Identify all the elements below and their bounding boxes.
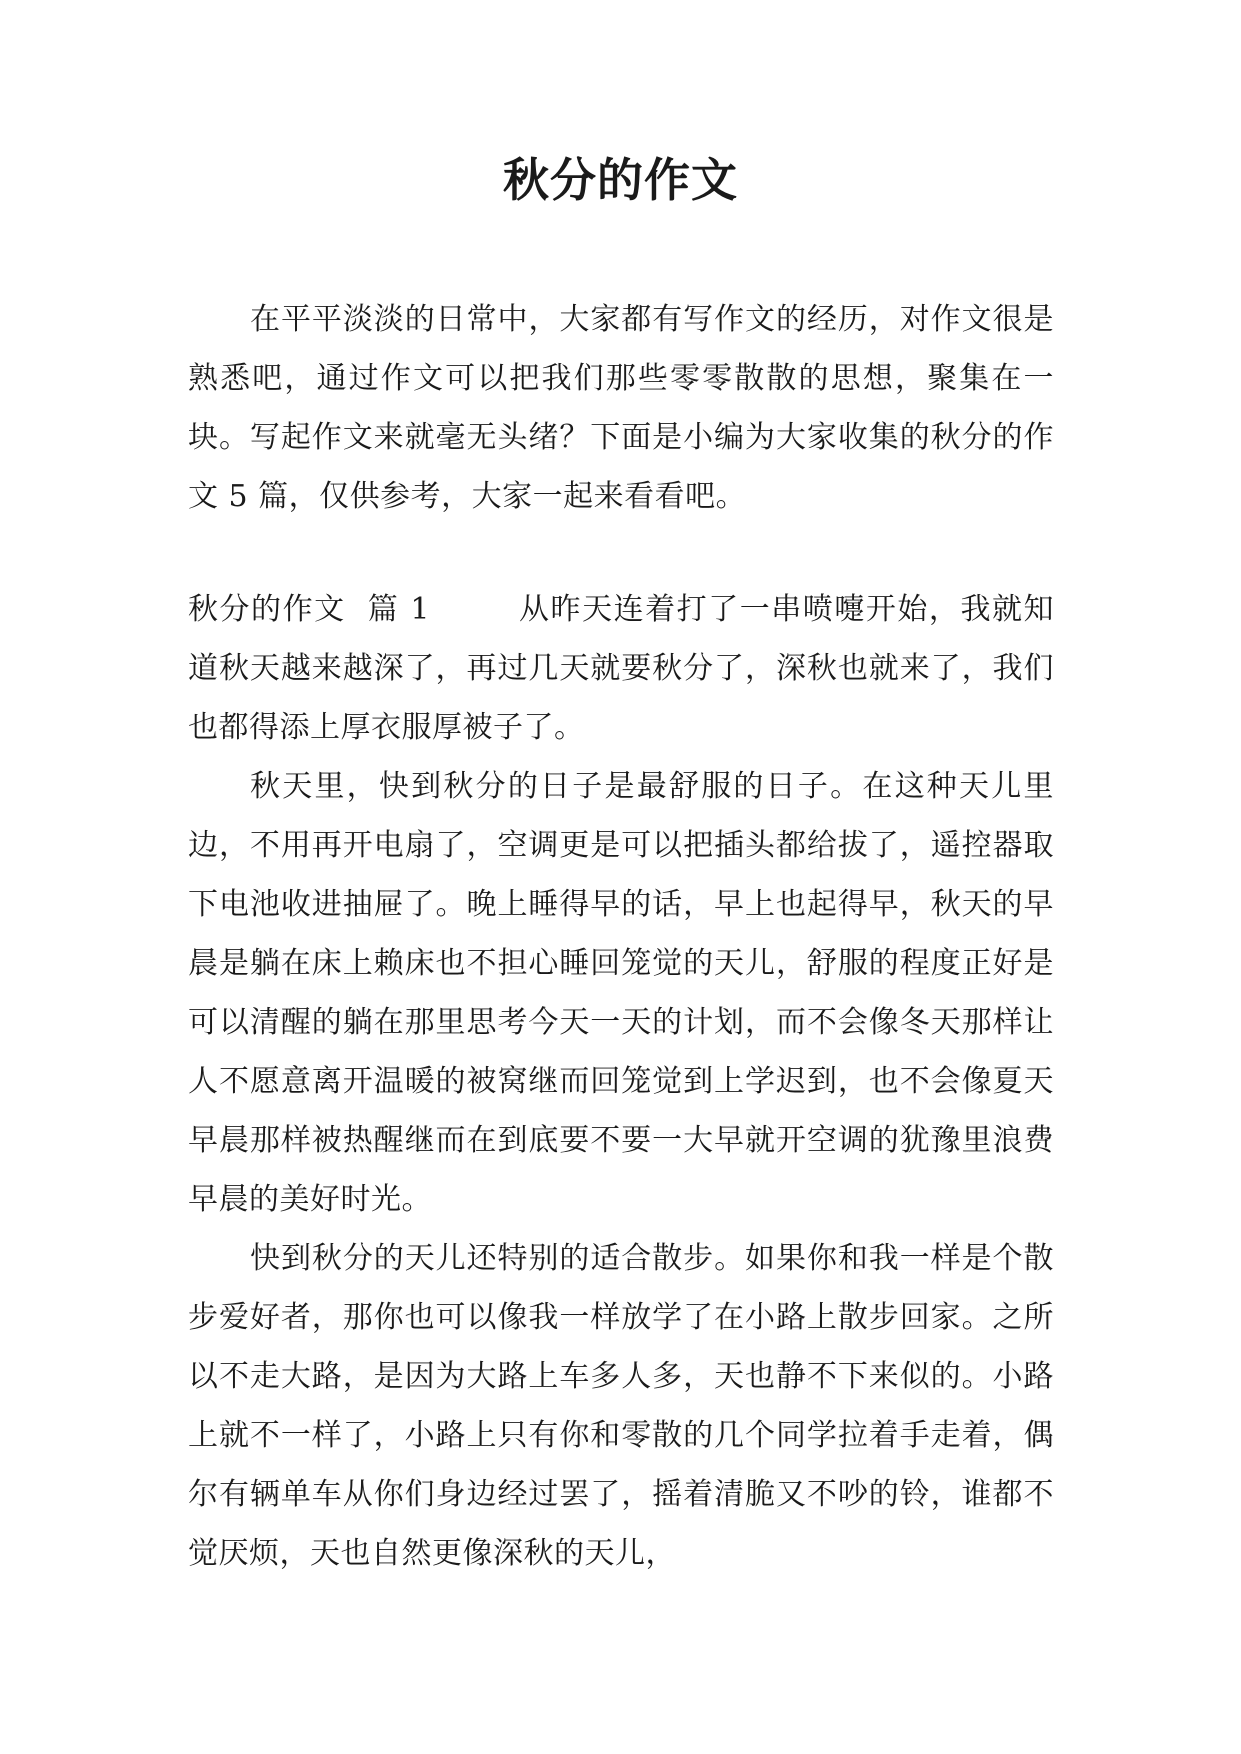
intro-paragraph: 在平平淡淡的日常中，大家都有写作文的经历，对作文很是熟悉吧，通过作文可以把我们那些零零散散的思想，聚集在一块。写起作文来就毫无头绪？下面是小编为大家收集的秋分的作文 5 篇，仅供参考，大家一起来看看吧。: [188, 302, 1054, 514]
section-1-paragraph-3: 快到秋分的天儿还特别的适合散步。如果你和我一样是个散步爱好者，那你也可以像我一样放学了在小路上散步回家。之所以不走大路，是因为大路上车多人多，天也静不下来似的。小路上就不一样了，小路上只有你和零散的几个同学拉着手走着，偶尔有辆单车从你们身边经过罢了，摇着清脆又不吵的铃，谁都不觉厌烦，天也自然更像深秋的天儿，: [188, 1241, 1054, 1571]
document-body: [188, 290, 1054, 1583]
section-1-paragraph-2: 秋天里，快到秋分的日子是最舒服的日子。在这种天儿里边，不用再开电扇了，空调更是可以把插头都给拔了，遥控器取下电池收进抽屉了。晚上睡得早的话，早上也起得早，秋天的早晨是躺在床上赖床也不担心睡回笼觉的天儿，舒服的程度正好是可以清醒的躺在那里思考今天一天的计划，而不会像冬天那样让人不愿意离开温暖的被窝继而回笼觉到上学迟到，也不会像夏天早晨那样被热醒继而在到底要不要一大早就开空调的犹豫里浪费早晨的美好时光。: [188, 769, 1054, 1217]
section-1-heading: 秋分的作文 篇 1: [188, 592, 430, 627]
section-1-first-text: 从昨天连着打了一串喷嚏开始，我就知道秋天越来越深了，再过几天就要秋分了，深秋也就来了，我们也都得添上厚衣服厚被子了。: [188, 592, 1055, 745]
section-spacer: [188, 526, 1054, 580]
document-title: 秋分的作文: [503, 153, 738, 207]
section-1-first-paragraph: [188, 580, 1054, 757]
